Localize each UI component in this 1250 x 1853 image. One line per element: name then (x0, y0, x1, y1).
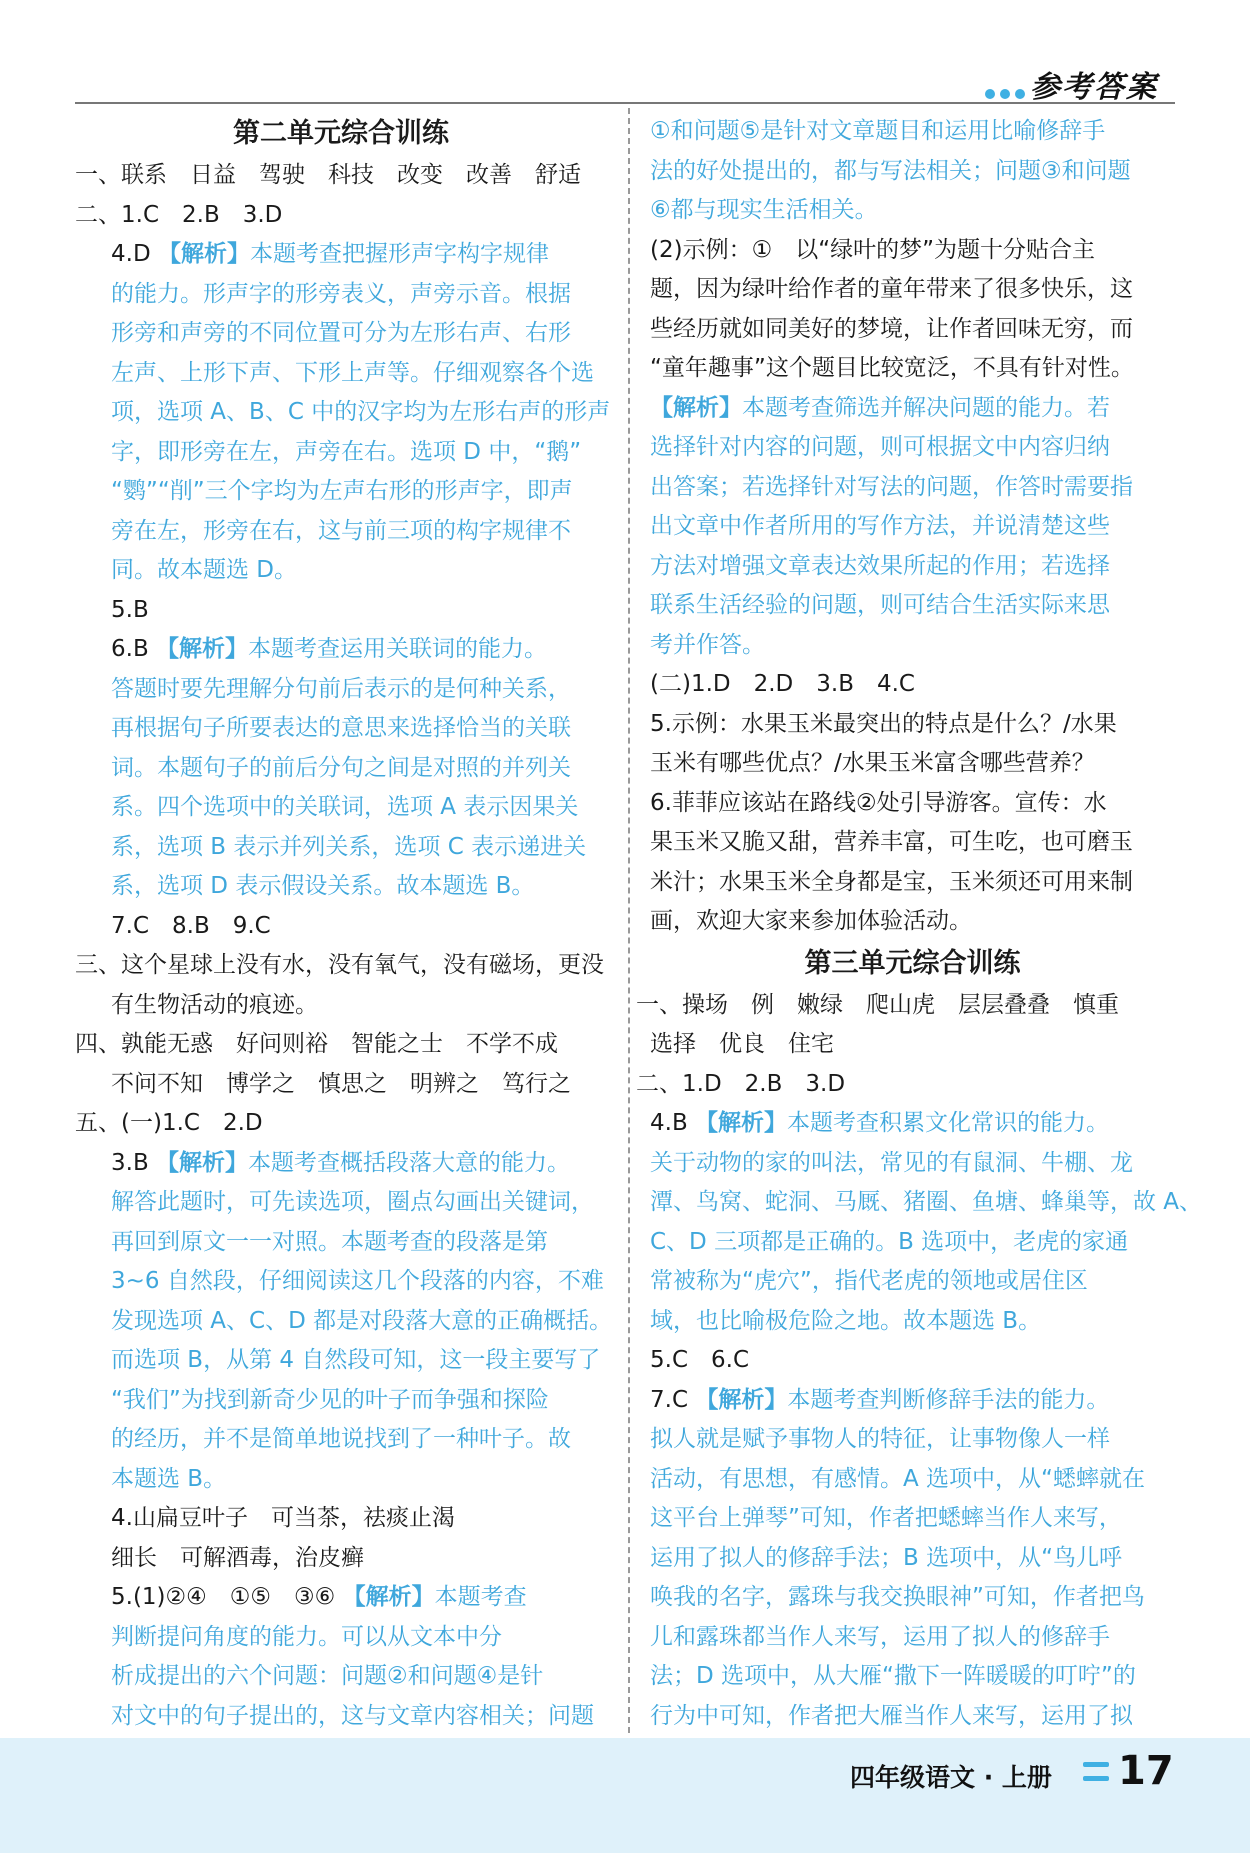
answer-line: 些经历就如同美好的梦境，让作者回味无穷，而 (650, 315, 1133, 342)
answer-line: 本题选 B。 (111, 1465, 227, 1492)
answer-line (75, 1144, 607, 1184)
analysis-tag: 【解析】 (695, 1110, 788, 1136)
answer-line: (二)1.D 2.D 3.B 4.C (650, 671, 915, 697)
answer-line: 考并作答。 (650, 631, 765, 658)
answer-line: “鹦”“削”三个字均为左声右形的形声字，即声 (111, 478, 573, 504)
analysis-tag: 【解析】 (156, 636, 249, 662)
answer-number: 4.D (111, 241, 151, 267)
analysis-tag: 【解析】 (650, 394, 742, 421)
footer-book-label: 四年级语文 · 上册 (850, 1763, 1052, 1792)
answer-line: 玉米有哪些优点？/水果玉米富含哪些营养？ (650, 750, 1095, 776)
analysis-text: 本题考查筛选并解决问题的能力。若 (742, 394, 1110, 421)
page-footer (0, 1738, 1250, 1853)
answer-line (75, 1578, 607, 1618)
answer-line: 的能力。形声字的形旁表义，声旁示音。根据 (111, 280, 571, 307)
answer-line: 系。四个选项中的关联词，选项 A 表示因果关 (111, 794, 579, 820)
answer-line: 潭、鸟窝、蛇洞、马厩、猪圈、鱼塘、蜂巢等，故 A、 (650, 1189, 1203, 1215)
answer-line: 旁在左，形旁在右，这与前三项的构字规律不 (111, 517, 571, 544)
right-answer-lines (636, 112, 1203, 1736)
answer-line: 的经历，并不是简单地说找到了一种叶子。故 (111, 1426, 571, 1452)
answer-line: “我们”为找到新奇少见的叶子而争强和探险 (111, 1386, 549, 1413)
answer-line: 有生物活动的痕迹。 (111, 991, 318, 1018)
answer-line: “童年趣事”这个题目比较宽泛，不具有针对性。 (650, 355, 1134, 381)
answer-line: 运用了拟人的修辞手法；B 选项中，从“鸟儿呼 (650, 1544, 1123, 1571)
column-divider (628, 108, 630, 1733)
answer-line: ①和问题⑤是针对文章题目和运用比喻修辞手 (650, 118, 1106, 144)
analysis-text: 本题考查积累文化常识的能力。 (787, 1110, 1110, 1136)
answer-line: 三、这个星球上没有水，没有氧气，没有磁场，更没 (75, 952, 604, 978)
analysis-text: 本题考查 (434, 1584, 527, 1610)
answer-line: 5.B (111, 596, 149, 623)
answer-line: 二、1.D 2.B 3.D (636, 1070, 846, 1097)
answer-line: 法的好处提出的，都与写法相关；问题③和问题 (650, 157, 1131, 184)
answer-line: 行为中可知，作者把大雁当作人来写，运用了拟 (650, 1702, 1133, 1729)
header-rule (75, 102, 1175, 104)
answer-line: 不问不知 博学之 慎思之 明辨之 笃行之 (111, 1070, 571, 1097)
analysis-text: 本题考查概括段落大意的能力。 (248, 1149, 571, 1176)
answer-line: 项，选项 A、B、C 中的汉字均为左形右声的形声 (111, 399, 611, 425)
answer-line: 3~6 自然段，仔细阅读这几个段落的内容，不难 (111, 1268, 604, 1294)
answer-line: 米汁；水果玉米全身都是宝，玉米须还可用来制 (650, 868, 1133, 895)
answer-line: 细长 可解酒毒，治皮癣 (111, 1544, 364, 1571)
answer-line: 画，欢迎大家来参加体验活动。 (650, 908, 972, 934)
answer-line: 4.山扁豆叶子 可当茶，祛痰止渴 (111, 1505, 455, 1531)
analysis-tag: 【解析】 (156, 1149, 249, 1176)
answer-number: 6.B (111, 636, 149, 662)
answer-number: 7.C (650, 1386, 689, 1413)
answer-line: 题，因为绿叶给作者的童年带来了很多快乐，这 (650, 276, 1133, 302)
answer-line: 发现选项 A、C、D 都是对段落大意的正确概括。 (111, 1307, 613, 1334)
answer-number: 3.B (111, 1149, 149, 1176)
section-title: 第三单元综合训练 (804, 947, 1021, 979)
analysis-tag: 【解析】 (157, 241, 250, 267)
answer-line: 联系生活经验的问题，则可结合生活实际来思 (650, 592, 1110, 618)
answer-line (650, 389, 1175, 429)
analysis-text: 本题考查把握形声字构字规律 (249, 241, 549, 267)
answer-line: 方法对增强文章表达效果所起的作用；若选择 (650, 552, 1110, 579)
answer-line: 5.示例：水果玉米最突出的特点是什么？/水果 (650, 710, 1117, 737)
answer-line: 域，也比喻极危险之地。故本题选 B。 (650, 1307, 1042, 1334)
answer-line: 词。本题句子的前后分句之间是对照的并列关 (111, 754, 571, 781)
analysis-text: 本题考查运用关联词的能力。 (248, 636, 548, 662)
answer-line: 6.菲菲应该站在路线②处引导游客。宣传：水 (650, 789, 1107, 816)
analysis-text: 本题考查判断修辞手法的能力。 (787, 1386, 1110, 1413)
answer-line: 对文中的句子提出的，这与文章内容相关；问题 (111, 1702, 594, 1729)
header-title: 参考答案 (1030, 70, 1158, 105)
answer-line: 析成提出的六个问题：问题②和问题④是针 (111, 1663, 544, 1689)
analysis-tag: 【解析】 (695, 1386, 788, 1413)
answer-line: 一、联系 日益 驾驶 科技 改变 改善 舒适 (75, 162, 581, 188)
answer-line: 5.C 6.C (650, 1347, 750, 1373)
right-column (636, 112, 1203, 1736)
answer-line: 出文章中作者所用的写作方法，并说清楚这些 (650, 513, 1110, 539)
answer-line: 再回到原文一一对照。本题考查的段落是第 (111, 1228, 548, 1255)
answer-line (75, 235, 607, 275)
answer-line: 同。故本题选 D。 (111, 557, 298, 583)
answer-line: 果玉米又脆又甜，营养丰富，可生吃，也可磨玉 (650, 829, 1133, 855)
answer-line: 出答案；若选择针对写法的问题，作答时需要指 (650, 473, 1133, 500)
answer-line: 再根据句子所要表达的意思来选择恰当的关联 (111, 715, 571, 741)
answer-number: 4.B (650, 1110, 688, 1136)
answer-line: 系，选项 B 表示并列关系，选项 C 表示递进关 (111, 833, 587, 860)
answer-line: 答题时要先理解分句前后表示的是何种关系， (111, 675, 571, 702)
header-dots-decoration (985, 84, 1030, 103)
answer-line: 字，即形旁在左，声旁在右。选项 D 中，“鹅” (111, 438, 582, 465)
answer-line: 这平台上弹琴”可知，作者把蟋蟀当作人来写， (650, 1505, 1122, 1531)
answer-line: 儿和露珠都当作人来写，运用了拟人的修辞手 (650, 1623, 1110, 1650)
answer-line (75, 630, 607, 670)
answer-line: 五、(一)1.C 2.D (75, 1110, 263, 1136)
answer-line: 二、1.C 2.B 3.D (75, 201, 283, 228)
answer-line: 拟人就是赋予事物人的特征，让事物像人一样 (650, 1426, 1110, 1452)
answer-line: 唤我的名字，露珠与我交换眼神”可知，作者把鸟 (650, 1584, 1145, 1610)
answer-line: 活动，有思想，有感情。A 选项中，从“蟋蟀就在 (650, 1465, 1145, 1492)
answer-line: 系，选项 D 表示假设关系。故本题选 B。 (111, 873, 535, 899)
answer-line: 一、操场 例 嫩绿 爬山虎 层层叠叠 慎重 (636, 991, 1119, 1018)
answer-line: (2)示例：① 以“绿叶的梦”为题十分贴合主 (650, 236, 1096, 263)
answer-line: 解答此题时，可先读选项，圈点勾画出关键词， (111, 1189, 594, 1215)
answer-line: 形旁和声旁的不同位置可分为左形右声、右形 (111, 320, 571, 346)
answer-line: 四、孰能无惑 好问则裕 智能之士 不学不成 (75, 1031, 558, 1057)
answer-line: 选择 优良 住宅 (650, 1031, 834, 1057)
answer-line: 选择针对内容的问题，则可根据文中内容归纳 (650, 434, 1110, 460)
left-answer-lines (75, 156, 613, 1736)
analysis-tag: 【解析】 (342, 1584, 435, 1610)
answer-line: C、D 三项都是正确的。B 选项中，老虎的家通 (650, 1228, 1129, 1255)
footer-bars-decoration (1083, 1762, 1109, 1790)
answer-line: 常被称为“虎穴”，指代老虎的领地或居住区 (650, 1268, 1088, 1294)
section-title-unit-2: 第二单元综合训练 (233, 118, 449, 149)
answer-line (650, 1104, 1175, 1144)
answer-line: ⑥都与现实生活相关。 (650, 197, 878, 223)
answer-line: 关于动物的家的叫法，常见的有鼠洞、牛棚、龙 (650, 1149, 1133, 1176)
answer-line: 法；D 选项中，从大雁“撒下一阵暖暖的叮咛”的 (650, 1663, 1136, 1689)
answer-line: 判断提问角度的能力。可以从文本中分 (111, 1623, 502, 1650)
page-number: 17 (1118, 1748, 1174, 1794)
left-column (75, 112, 613, 1736)
answer-number: 5.(1)②④ ①⑤ ③⑥ (111, 1584, 336, 1610)
answer-line (650, 1381, 1175, 1421)
answer-line: 而选项 B，从第 4 自然段可知，这一段主要写了 (111, 1347, 601, 1373)
answer-line: 左声、上形下声、下形上声等。仔细观察各个选 (111, 359, 594, 386)
answer-line: 7.C 8.B 9.C (111, 912, 271, 939)
